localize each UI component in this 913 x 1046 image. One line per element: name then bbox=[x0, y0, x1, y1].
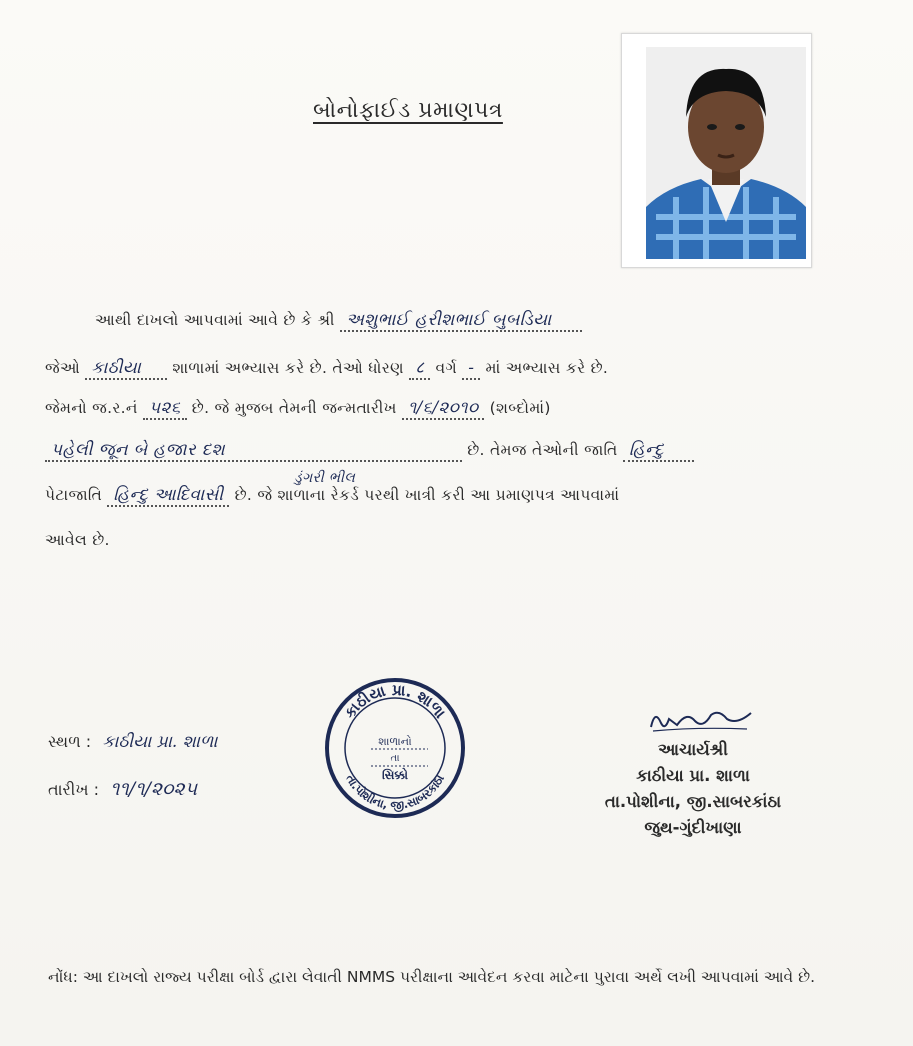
principal-title: આચાર્યશ્રી bbox=[658, 740, 728, 759]
subcaste: હિન્દુ આદિવાસી bbox=[107, 485, 229, 507]
body-text: છે. તેમજ તેઓની જાતિ bbox=[467, 441, 618, 459]
body-text: આથી દાખલો આપવામાં આવે છે કે શ્રી bbox=[95, 311, 335, 329]
date-label: તારીખ : bbox=[48, 780, 100, 799]
dob-in-words: પહેલી જૂન બે હજાર દશ bbox=[45, 440, 462, 462]
caste: હિન્દુ bbox=[623, 440, 694, 462]
stamp-ring-text: કાઠીયા પ્રા. શાળા bbox=[340, 680, 450, 722]
body-text: વર્ગ bbox=[435, 359, 458, 377]
body-text: માં અભ્યાસ કરે છે. bbox=[485, 359, 609, 377]
stamp-inner-text: તા bbox=[390, 753, 400, 764]
body-line-4 bbox=[45, 440, 694, 462]
body-text: શાળામાં અભ્યાસ કરે છે. તેઓ ધોરણ bbox=[172, 359, 404, 377]
body-text: પેટાજાતિ bbox=[45, 486, 103, 504]
principal-signature bbox=[647, 705, 757, 735]
stamp-inner-text: શાળાનો bbox=[378, 735, 412, 748]
signature-school: કાઠીયા પ્રા. શાળા bbox=[636, 766, 750, 785]
note: નોંધ: આ દાખલો રાજ્ય પરીક્ષા બોર્ડ દ્વારા લેવાતી NMMS પરીક્ષાના આવેદન કરવા માટેના પુરાવા અર્થે લખી આપવામાં આવે છે. bbox=[48, 968, 816, 986]
division: - bbox=[462, 358, 480, 380]
place-line bbox=[48, 732, 223, 752]
body-line-3 bbox=[45, 398, 551, 418]
issue-date: ૧૧/૧/૨૦૨૫ bbox=[110, 778, 198, 800]
body-line-5 bbox=[45, 485, 619, 505]
student-photo-image bbox=[646, 47, 806, 259]
body-text: જેમનો જ.ર.નં bbox=[45, 399, 138, 417]
body-text: છે. જે મુજબ તેમની જન્મતારીખ bbox=[191, 399, 397, 417]
subcaste-note: ડુંગરી ભીલ bbox=[294, 470, 356, 486]
signature-block bbox=[583, 737, 803, 841]
signature-taluka: તા.પોશીના, જી.સાબરકાંઠા bbox=[604, 792, 782, 811]
signature-group: જુથ-ગુંદીખાણા bbox=[644, 818, 742, 837]
school-stamp bbox=[323, 673, 468, 823]
school-name: કાઠીયા bbox=[85, 358, 167, 380]
place-label: સ્થળ : bbox=[48, 732, 92, 751]
gr-number: ૫૨૬ bbox=[143, 398, 187, 420]
body-text: આવેલ છે. bbox=[45, 531, 110, 549]
student-name: અશુભાઈ હરીશભાઈ બુબડિયા bbox=[340, 310, 582, 332]
subcaste-note-line bbox=[288, 470, 361, 486]
body-line-6 bbox=[45, 531, 110, 550]
stamp-bottom-text: તા.પોશીના, જી.સાબરકાંઠા bbox=[343, 772, 447, 813]
certificate-title: બોનોફાઈડ પ્રમાણપત્ર bbox=[313, 98, 503, 123]
stamp-inner-text: સિક્કો bbox=[381, 768, 409, 782]
body-text: જેઓ bbox=[45, 359, 80, 377]
date-of-birth: ૧/૬/૨૦૧૦ bbox=[402, 398, 484, 420]
body-text: છે. જે શાળાના રેકર્ડ પરથી ખાત્રી કરી આ પ્રમાણપત્ર આપવામાં bbox=[234, 486, 620, 504]
body-text: (શબ્દોમાં) bbox=[489, 399, 551, 417]
student-photo bbox=[621, 33, 812, 268]
body-line-2 bbox=[45, 355, 608, 378]
body-line-1 bbox=[95, 310, 582, 330]
place-value: કાઠીયા પ્રા. શાળા bbox=[102, 732, 218, 752]
standard: ८ bbox=[409, 358, 430, 380]
date-line bbox=[48, 778, 203, 800]
